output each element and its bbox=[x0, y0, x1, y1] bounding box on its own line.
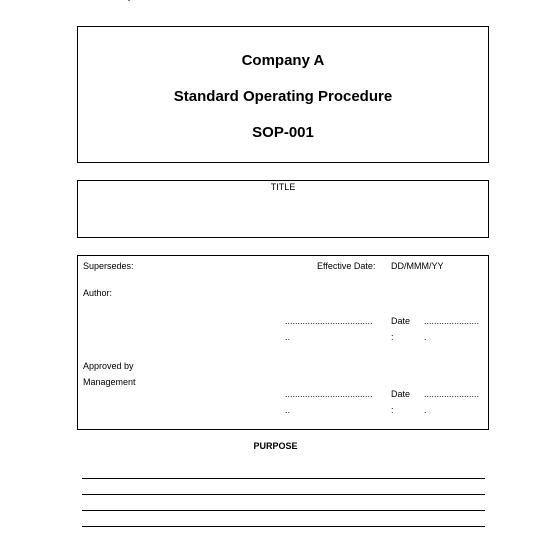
approval-date-line: ...................... bbox=[424, 389, 480, 399]
purpose-line bbox=[82, 494, 485, 495]
approval-signature-line: ................................... bbox=[285, 389, 373, 399]
approval-date-line-tail: . bbox=[424, 405, 427, 415]
document-type: Standard Operating Procedure bbox=[173, 88, 393, 105]
purpose-heading: PURPOSE bbox=[253, 441, 298, 451]
header-section bbox=[77, 26, 489, 163]
author-date-colon: : bbox=[391, 332, 394, 342]
author-date-line-tail: . bbox=[424, 332, 427, 342]
author-date-line: ...................... bbox=[424, 316, 480, 326]
document-number: SOP-001 bbox=[252, 124, 314, 141]
purpose-line bbox=[82, 526, 485, 527]
company-name: Company A bbox=[241, 52, 325, 69]
info-section bbox=[77, 255, 489, 430]
supersedes-label: Supersedes: bbox=[83, 261, 134, 271]
page-edge-mark bbox=[128, 0, 130, 1]
title-section bbox=[77, 180, 489, 238]
author-date-label: Date bbox=[391, 316, 411, 326]
approval-date-label: Date bbox=[391, 389, 411, 399]
title-label: TITLE bbox=[270, 182, 296, 192]
author-label: Author: bbox=[83, 288, 113, 298]
approval-date-colon: : bbox=[391, 405, 394, 415]
author-signature-line-tail: .. bbox=[285, 332, 291, 342]
approval-signature-line-tail: .. bbox=[285, 405, 291, 415]
approved-by-label: Approved by bbox=[83, 361, 134, 371]
author-signature-line: ................................... bbox=[285, 316, 373, 326]
effective-date-label: Effective Date: bbox=[317, 261, 376, 271]
effective-date-value: DD/MMM/YY bbox=[391, 261, 444, 271]
purpose-line bbox=[82, 478, 485, 479]
purpose-line bbox=[82, 510, 485, 511]
management-label: Management bbox=[83, 377, 136, 387]
